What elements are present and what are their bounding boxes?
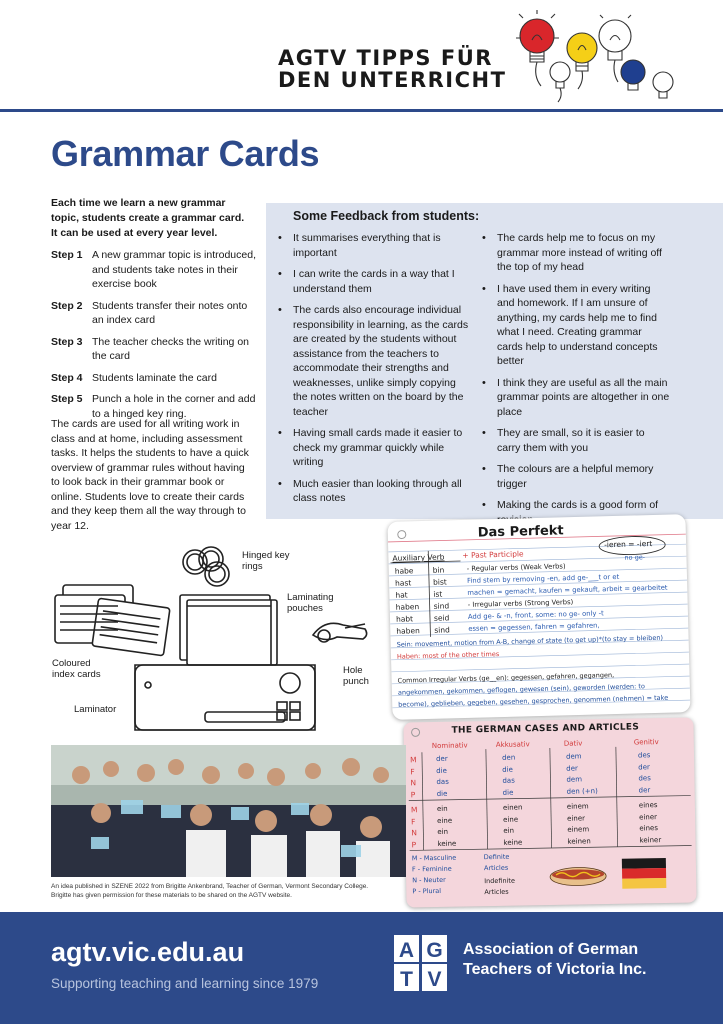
supplies-illustration bbox=[45, 540, 405, 745]
header-divider bbox=[0, 109, 723, 112]
step-text: Students transfer their notes onto an index card bbox=[92, 299, 248, 326]
small-bulb-icon bbox=[550, 62, 570, 82]
photo-caption bbox=[51, 882, 406, 900]
org-name-line2: Teachers of Victoria Inc. bbox=[463, 961, 647, 978]
step-item bbox=[51, 299, 261, 328]
intro-text: Each time we learn a new grammar topic, students create a grammar card. It can be used at every year level. bbox=[51, 197, 245, 239]
card1-note-eren: -ieren = -iert bbox=[604, 539, 653, 550]
body-paragraph: The cards are used for all writing work in class and at home, including assessment tasks. It helps the students to have a quick overview of grammar rules without having to look back in their grammar book or online. Students love to create their cards and they keep them all the way through to year 12. bbox=[51, 418, 249, 532]
card1-no-ge: no ge- bbox=[624, 553, 646, 562]
feedback-item: • Having small cards made it easier to check my grammar quickly while writing bbox=[276, 426, 471, 470]
logo-letter-a: A bbox=[398, 939, 415, 962]
cases-grammar-card bbox=[403, 717, 696, 907]
step-number: Step 4 bbox=[51, 371, 83, 384]
german-flag-icon bbox=[622, 858, 667, 889]
hole-punch-icon bbox=[313, 623, 367, 642]
website-link[interactable]: agtv.vic.edu.au bbox=[51, 937, 245, 967]
case-headers: Nominativ Akkusativ Dativ Genitiv bbox=[431, 738, 659, 751]
step-number: Step 1 bbox=[51, 249, 83, 261]
small-bulb-icon-2 bbox=[653, 72, 673, 92]
logo-letter-g: G bbox=[426, 939, 443, 962]
organisation-name bbox=[463, 940, 646, 980]
aux-row: habt seid bbox=[395, 613, 450, 624]
perfekt-grammar-card bbox=[387, 514, 690, 720]
students-photo-image bbox=[51, 745, 406, 877]
pp-rules: - Regular verbs (Weak Verbs) Find stem by removing -en, add ge-___t or et machen = gemacht, kaufen = gekauft, arbeit = gearbeitet - Irregular verbs (Strong Verbs) Add ge- & -n, front, some: no ge- only -t essen = gegessen, fahren = gefahren, bbox=[466, 562, 668, 633]
feedback-title: Some Feedback from students: bbox=[293, 209, 480, 223]
header-title bbox=[278, 47, 508, 91]
logo-letter-v: V bbox=[427, 968, 442, 991]
aux-row: hat ist bbox=[395, 589, 443, 600]
org-name-line1: Association of German bbox=[463, 941, 639, 958]
step-item bbox=[51, 248, 261, 292]
pouches-label: Laminating pouches bbox=[287, 592, 334, 614]
laminating-pouches-icon bbox=[180, 595, 277, 665]
agtv-logo-graphic bbox=[393, 934, 448, 992]
gender-column: M F N P M F N P bbox=[409, 755, 418, 849]
card1-pp-header: + Past Participle bbox=[462, 549, 524, 560]
card1-title: Das Perfekt bbox=[477, 523, 564, 541]
common-irregular: Common Irregular Verbs (ge__en): gegessen, gefahren, gegangen, angekommen, gekommen, geflogen, gewesen (sein), geworden (werden: to become), geblieben, gegeben, gesehen, gesprochen, genommen (nehmen) = take bbox=[397, 671, 669, 709]
aux-row: haben sind bbox=[396, 625, 450, 636]
page-title: Grammar Cards bbox=[51, 133, 320, 174]
students-photo bbox=[51, 745, 406, 877]
feedback-item: • They are small, so it is easier to carry them with you bbox=[480, 426, 670, 455]
key-rings-icon bbox=[183, 547, 229, 586]
feedback-item: • I have used them in every writing and homework. If I am unsure of anything, my cards help me to find what I need. Creating grammar cards help to understand concepts better bbox=[480, 282, 670, 369]
agtv-logo bbox=[393, 934, 448, 992]
feedback-item: • Making the cards is a good form of bbox=[480, 498, 670, 527]
light-bulbs-illustration bbox=[515, 10, 685, 110]
step-text: The teacher checks the writing on the card bbox=[92, 335, 249, 362]
step-text: A new grammar topic is introduced, and students take notes in their exercise book bbox=[92, 249, 256, 290]
step-text: Students laminate the card bbox=[92, 371, 217, 384]
feedback-box bbox=[266, 203, 723, 519]
feedback-list-right bbox=[480, 231, 670, 534]
aux-row: habe bin bbox=[394, 565, 445, 576]
header-title-line1: AGTV TIPPS FÜR bbox=[278, 46, 493, 70]
feedback-item: • The cards help me to focus on my grammar more instead of writing off the top of my head bbox=[480, 231, 670, 275]
laminator-icon bbox=[135, 665, 315, 730]
footer-tagline: Supporting teaching and learning since 1979 bbox=[51, 976, 319, 991]
laminator-label: Laminator bbox=[74, 704, 117, 715]
aux-verb-table bbox=[395, 564, 450, 637]
haben-rule: Haben: most of the other times bbox=[396, 650, 500, 661]
step-item bbox=[51, 335, 261, 364]
feedback-item: • The cards also encourage individual responsibility in learning, as the cards are created by the students without assistance from the teachers to accommodate their strengths and weaknesses, unlike simply copying the notes written on the board by the teacher bbox=[276, 303, 471, 419]
aux-row: hast bist bbox=[394, 577, 447, 588]
card1-aux-header: Auxiliary Verb bbox=[392, 552, 445, 563]
gender-legend: M - Masculine F - Feminine N - Neuter P - Plural bbox=[411, 853, 457, 896]
blue-bulb-icon bbox=[621, 60, 645, 84]
step-text: Punch a hole in the corner and add to a hinged key ring. bbox=[92, 393, 256, 420]
step-item bbox=[51, 371, 261, 386]
yellow-bulb-icon bbox=[567, 33, 597, 63]
hotdog-icon bbox=[550, 867, 606, 886]
step-number: Step 5 bbox=[51, 393, 83, 405]
step-number: Step 2 bbox=[51, 299, 83, 312]
logo-letter-t: T bbox=[400, 968, 413, 991]
indefinite-articles: ein einen einem eines eine eine einer einer ein ein einem eines keine keine keinen keiner bbox=[436, 801, 662, 848]
key-rings-label: Hinged key rings bbox=[242, 550, 290, 572]
sein-rule: Sein: movement, motion from A-B, change of state (to get up)*(to stay = bleiben) bbox=[396, 633, 664, 649]
index-cards-icon bbox=[55, 585, 170, 656]
feedback-item: • I can write the cards in a way that I understand them bbox=[276, 267, 471, 296]
feedback-item: • The colours are a helpful memory trigger bbox=[480, 462, 670, 491]
feedback-item: • It summarises everything that is important bbox=[276, 231, 471, 260]
caption-line2: Brigitte has given permission for these materials to be shared on the AGTV website. bbox=[51, 892, 292, 899]
definite-label: Definite Articles bbox=[483, 852, 510, 873]
aux-row: haben sind bbox=[395, 601, 450, 612]
steps-list bbox=[51, 248, 261, 428]
card2-title: THE GERMAN CASES AND ARTICLES bbox=[451, 722, 640, 736]
header-title-line2: DEN UNTERRICHT bbox=[278, 68, 507, 92]
footer bbox=[0, 912, 723, 1024]
step-number: Step 3 bbox=[51, 335, 83, 348]
definite-articles: der den dem des die die der der das das dem des die die den (+n) der bbox=[435, 751, 651, 798]
feedback-item: • Much easier than looking through all class notes bbox=[276, 477, 471, 506]
hole-punch-label: Hole punch bbox=[343, 665, 369, 687]
index-cards-label: Coloured index cards bbox=[52, 658, 101, 680]
indefinite-label: Indefinite Articles bbox=[484, 876, 515, 897]
feedback-item: • I think they are useful as all the main grammar points are altogether in one place bbox=[480, 376, 670, 420]
caption-line1: An idea published in SZENE 2022 from Brigitte Ankenbrand, Teacher of German, Vermont Secondary College. bbox=[51, 883, 369, 890]
feedback-list-left bbox=[276, 231, 471, 513]
red-bulb-icon bbox=[520, 19, 554, 53]
